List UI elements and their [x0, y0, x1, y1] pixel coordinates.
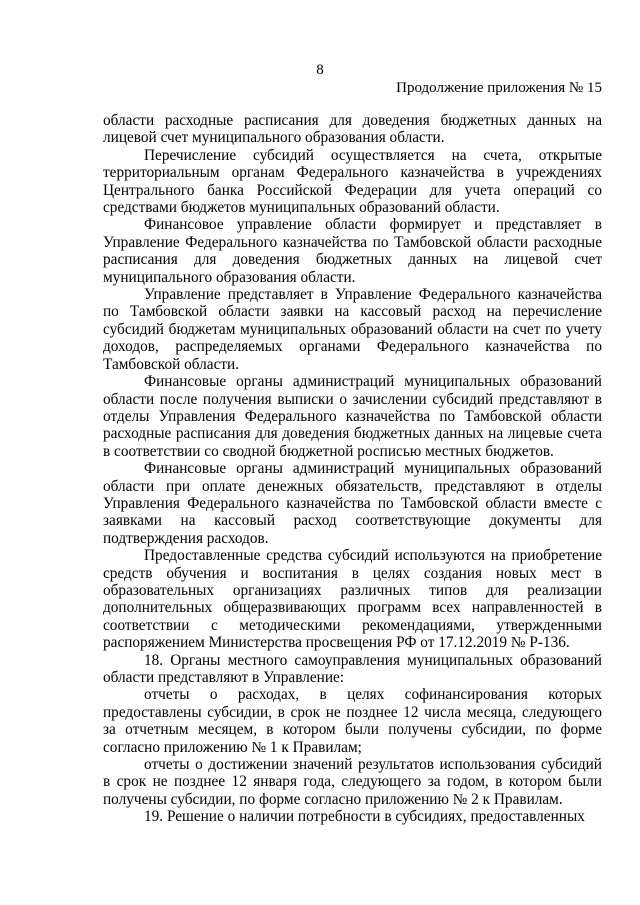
paragraph-results-reports: отчеты о достижении значений результатов использования субсидий в срок не позднее 12 января года, следующего за годом, в котором были получены субсидии, по форме согласно приложению № 2 к Правилам. — [103, 756, 602, 808]
document-body — [103, 112, 602, 826]
paragraph-finance-department: Финансовое управление области формирует и представляет в Управление Федерального казначейства по Тамбовской области расходные расписания для доведения бюджетных данных на лицевой счет муниципального образования области. — [103, 216, 602, 286]
paragraph-subsidy-transfer: Перечисление субсидий осуществляется на счета, открытые территориальным органам Федерального казначейства в учреждениях Центрального банка Российской Федерации для учета операций со средствами бюджетов муниципальных образований области. — [103, 146, 602, 217]
paragraph-payment-obligations: Финансовые органы администраций муниципальных образований области при оплате денежных обязательств, представляют в отделы Управления Федерального казначейства по Тамбовской области вместе с заявками на кассовый расход соответствующие документы для подтверждения расходов. — [103, 460, 602, 547]
paragraph-subsidy-use: Предоставленные средства субсидий используются на приобретение средств обучения и воспитания в целях создания новых мест в образовательных организациях различных типов для реализации дополнительных общеразвивающих программ всех направленностей в соответствии с методическими рекомендациями, утвержденными распоряжением Министерства просвещения РФ от 17.12.2019 № Р-136. — [103, 547, 602, 652]
paragraph-item-19: 19. Решение о наличии потребности в субсидиях, предоставленных — [144, 808, 585, 826]
paragraph-management-requests: Управление представляет в Управление Федерального казначейства по Тамбовской области заявки на кассовый расход на перечисление субсидий бюджетам муниципальных образований области на счет по учету доходов, распределяемых органами Федерального казначейства по Тамбовской области. — [103, 286, 602, 373]
paragraph-municipal-finance-bodies: Финансовые органы администраций муниципальных образований области после получения выписки о зачислении субсидий представляют в отделы Управления Федерального казначейства по Тамбовской области расходные расписания для доведения бюджетных данных на лицевые счета в соответствии со сводной бюджетной росписью местных бюджетов. — [103, 373, 602, 460]
page-number: 8 — [316, 62, 324, 78]
paragraph-expense-reports: отчеты о расходах, в целях софинансирования которых предоставлены субсидии, в срок не позднее 12 числа месяца, следующего за отчетным месяцем, в котором были получены субсидии, по форме согласно приложению № 1 к Правилам; — [103, 686, 602, 756]
paragraph-item-18: 18. Органы местного самоуправления муниципальных образований области представляют в Управление: — [103, 651, 602, 686]
paragraph-continuation: области расходные расписания для доведения бюджетных данных на лицевой счет муниципального образования области. — [103, 112, 602, 147]
appendix-continuation-note: Продолжение приложения № 15 — [396, 80, 602, 96]
